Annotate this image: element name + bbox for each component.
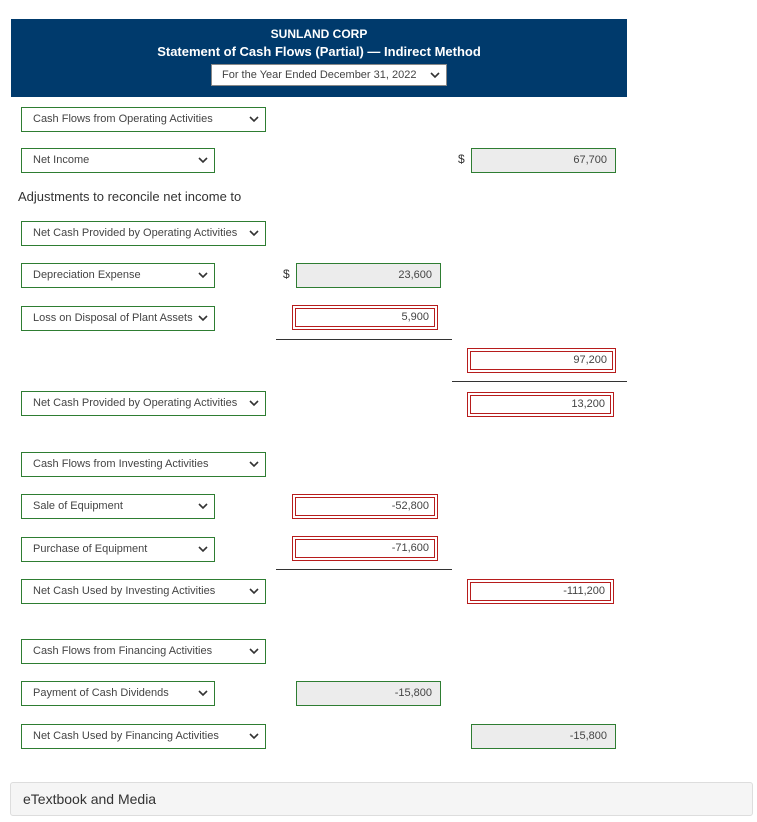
period-select-value: For the Year Ended December 31, 2022 (222, 69, 417, 81)
select-value: Net Cash Used by Financing Activities (33, 730, 219, 742)
adjustments-text: Adjustments to reconcile net income to (18, 189, 242, 204)
subtotal-rule (276, 569, 452, 570)
select-value: Cash Flows from Financing Activities (33, 645, 213, 657)
sale-of-equipment-amount-input[interactable]: -52,800 (292, 494, 438, 519)
dollar-sign: $ (283, 267, 290, 281)
select-value: Net Cash Provided by Operating Activities (33, 397, 238, 409)
loss-on-disposal-amount-input[interactable]: 5,900 (292, 305, 438, 330)
chevron-down-icon (430, 65, 440, 85)
select-value: Cash Flows from Operating Activities (33, 113, 213, 125)
company-name: SUNLAND CORP (270, 27, 368, 41)
chevron-down-icon (249, 640, 259, 663)
select-value: Depreciation Expense (33, 269, 141, 281)
chevron-down-icon (198, 264, 208, 287)
purchase-of-equipment-select[interactable] (21, 537, 215, 562)
financing-heading-select[interactable] (21, 639, 266, 664)
depreciation-select[interactable] (21, 263, 215, 288)
net-investing-amount-input[interactable]: -111,200 (467, 579, 614, 604)
chevron-down-icon (198, 495, 208, 518)
select-value: Payment of Cash Dividends (33, 687, 169, 699)
select-value: Sale of Equipment (33, 500, 123, 512)
chevron-down-icon (249, 392, 259, 415)
sale-of-equipment-select[interactable] (21, 494, 215, 519)
chevron-down-icon (249, 453, 259, 476)
period-select[interactable] (211, 64, 447, 86)
etextbook-media-link[interactable]: eTextbook and Media (10, 782, 753, 816)
depreciation-amount-input[interactable]: 23,600 (296, 263, 441, 288)
net-income-select[interactable] (21, 148, 215, 173)
purchase-of-equipment-amount-input[interactable]: -71,600 (292, 536, 438, 561)
select-value: Purchase of Equipment (33, 543, 148, 555)
adjustments-total-input[interactable]: 97,200 (467, 348, 616, 373)
chevron-down-icon (249, 725, 259, 748)
net-financing-select[interactable] (21, 724, 266, 749)
chevron-down-icon (249, 580, 259, 603)
adjustments-select[interactable] (21, 221, 266, 246)
chevron-down-icon (198, 538, 208, 561)
net-financing-amount-input[interactable]: -15,800 (471, 724, 616, 749)
loss-on-disposal-select[interactable] (21, 306, 215, 331)
select-value: Net Cash Provided by Operating Activities (33, 227, 238, 239)
net-operating-amount-input[interactable]: 13,200 (467, 392, 614, 417)
statement-title: Statement of Cash Flows (Partial) — Indirect Method (157, 44, 481, 59)
chevron-down-icon (198, 682, 208, 705)
select-value: Loss on Disposal of Plant Assets (33, 312, 193, 324)
select-value: Cash Flows from Investing Activities (33, 458, 209, 470)
chevron-down-icon (249, 222, 259, 245)
select-value: Net Income (33, 154, 90, 166)
chevron-down-icon (198, 307, 208, 330)
chevron-down-icon (249, 108, 259, 131)
statement-header (11, 19, 627, 97)
operating-heading-select[interactable] (21, 107, 266, 132)
select-value: Net Cash Used by Investing Activities (33, 585, 216, 597)
investing-heading-select[interactable] (21, 452, 266, 477)
net-investing-select[interactable] (21, 579, 266, 604)
dollar-sign: $ (458, 152, 465, 166)
subtotal-rule (276, 339, 452, 340)
dividends-amount-input[interactable]: -15,800 (296, 681, 441, 706)
chevron-down-icon (198, 149, 208, 172)
net-income-amount-input[interactable]: 67,700 (471, 148, 616, 173)
total-rule (452, 381, 627, 382)
dividends-select[interactable] (21, 681, 215, 706)
net-operating-select[interactable] (21, 391, 266, 416)
